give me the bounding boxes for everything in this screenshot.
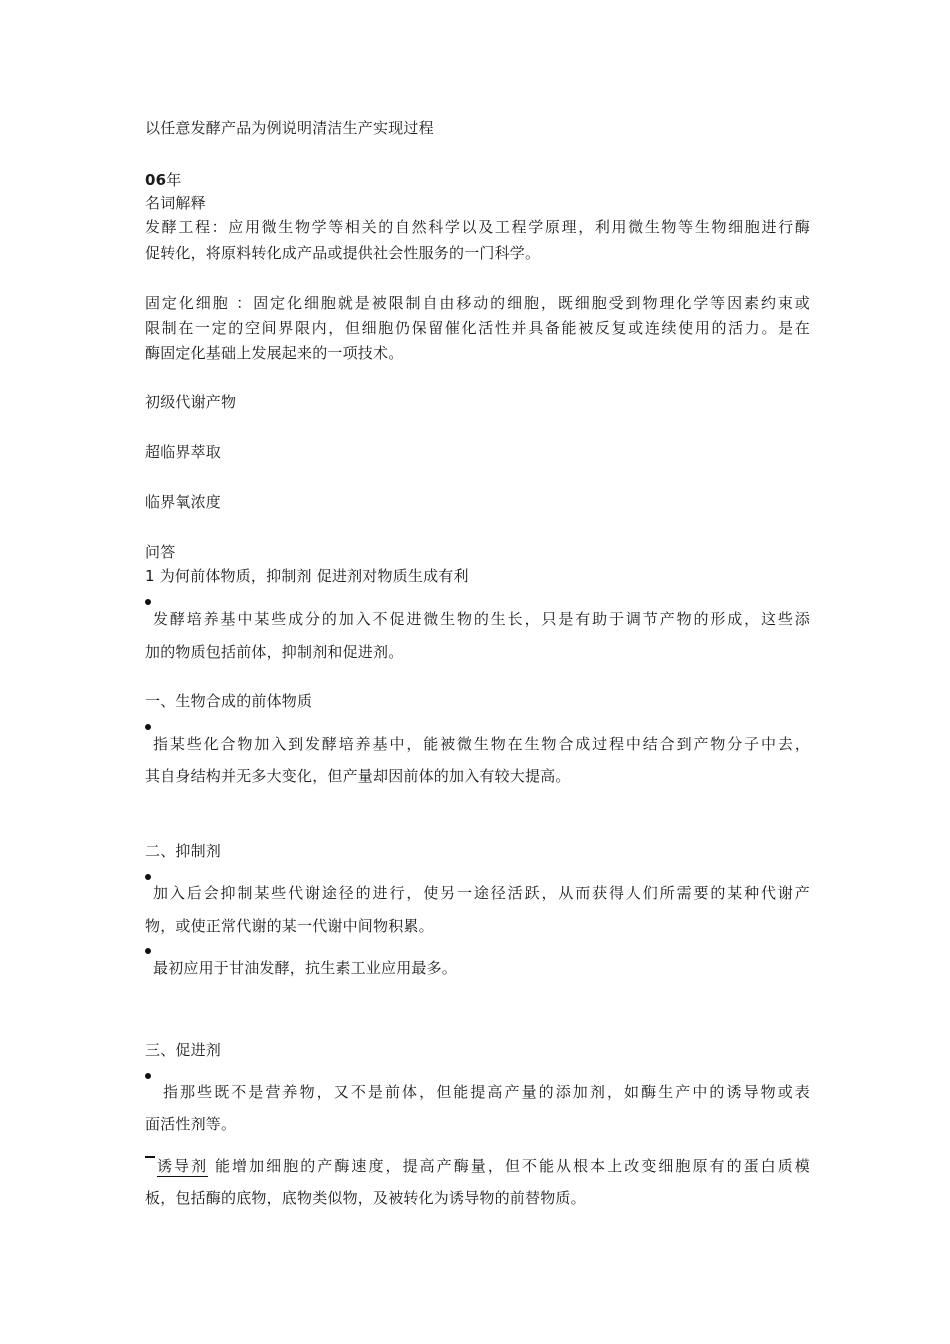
question-1-number: 1 <box>145 567 155 585</box>
year-heading <box>145 170 181 190</box>
term-supercritical-extraction: 超临界萃取 <box>145 443 222 461</box>
inducer-line-2: 板，包括酶的底物，底物类似物，及被转化为诱导物的前替物质。 <box>145 1189 586 1207</box>
inducer-line-1 <box>157 1156 810 1176</box>
document-title: 以任意发酵产品为例说明清洁生产实现过程 <box>145 119 434 137</box>
inhibitor-line-2: 物，或使正常代谢的某一代谢中间物积累。 <box>145 917 434 935</box>
bullet-icon <box>145 948 151 954</box>
section-heading-qa: 问答 <box>145 543 176 561</box>
promoter-line-2: 面活性剂等。 <box>145 1115 237 1133</box>
precursor-line-1: 指某些化合物加入到发酵培养基中，能被微生物在生物合成过程中结合到产物分子中去， <box>153 735 810 753</box>
term-critical-oxygen: 临界氧浓度 <box>145 493 222 511</box>
bullet-icon <box>145 1073 151 1079</box>
definition-immobilized-line-3: 酶固定化基础上发展起来的一项技术。 <box>145 344 404 362</box>
inducer-text: 能增加细胞的产酶速度，提高产酶量，但不能从根本上改变细胞原有的蛋白质模 <box>208 1157 810 1175</box>
inhibitor-line-3: 最初应用于甘油发酵，抗生素工业应用最多。 <box>153 959 458 977</box>
promoter-line-1: 指那些既不是营养物，又不是前体，但能提高产量的添加剂，如酶生产中的诱导物或表 <box>163 1083 810 1101</box>
q1-intro-line-1: 发酵培养基中某些成分的加入不促进微生物的生长，只是有助于调节产物的形成，这些添 <box>153 610 810 628</box>
question-1-text: 为何前体物质，抑制剂 促进剂对物质生成有利 <box>159 567 469 585</box>
section-heading-terms: 名词解释 <box>145 194 206 212</box>
heading-inhibitor: 二、抑制剂 <box>145 842 222 860</box>
definition-fermentation-line-2: 促转化，将原料转化成产品或提供社会性服务的一门科学。 <box>145 244 541 262</box>
bullet-icon <box>145 874 151 880</box>
inhibitor-line-1: 加入后会抑制某些代谢途径的进行，使另一途径活跃，从而获得人们所需要的某种代谢产 <box>153 884 810 902</box>
precursor-line-2: 其自身结构并无多大变化，但产量却因前体的加入有较大提高。 <box>145 767 571 785</box>
definition-immobilized-line-1: 固定化细胞 ：固定化细胞就是被限制自由移动的细胞，既细胞受到物理化学等因素约束或 <box>145 294 810 312</box>
term-primary-metabolite: 初级代谢产物 <box>145 393 237 411</box>
year-number: 06 <box>145 171 167 189</box>
inducer-term: 诱导剂 <box>157 1157 209 1175</box>
document-page <box>145 0 810 1344</box>
dash-icon <box>145 1156 155 1158</box>
question-1 <box>145 566 469 586</box>
definition-immobilized-line-2: 限制在一定的空间界限内，但细胞仍保留催化活性并具备能被反复或连续使用的活力。是在 <box>145 319 810 337</box>
bullet-icon <box>145 599 151 605</box>
heading-precursor: 一、生物合成的前体物质 <box>145 692 313 710</box>
definition-fermentation-line-1: 发酵工程：应用微生物学等相关的自然科学以及工程学原理，利用微生物等生物细胞进行酶 <box>145 218 810 236</box>
year-suffix: 年 <box>166 171 182 189</box>
bullet-icon <box>145 724 151 730</box>
q1-intro-line-2: 加的物质包括前体，抑制剂和促进剂。 <box>145 643 404 661</box>
heading-promoter: 三、促进剂 <box>145 1041 222 1059</box>
